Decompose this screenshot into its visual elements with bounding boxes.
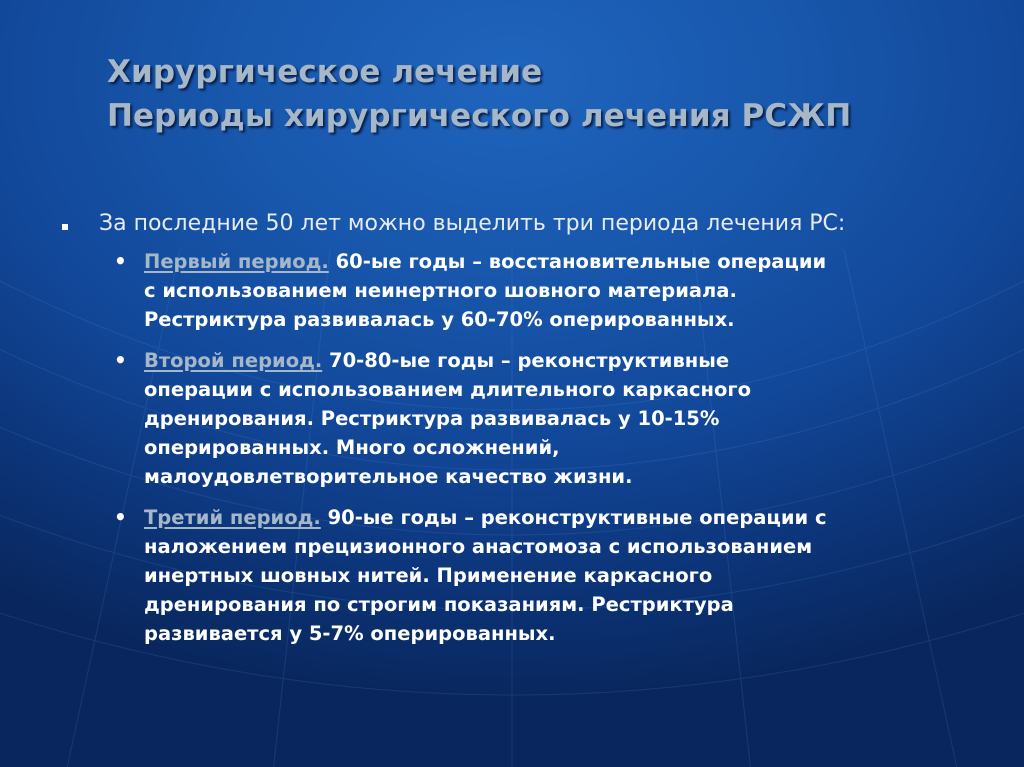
period-text: 90-ые годы – реконструктивные операции с bbox=[320, 506, 827, 529]
intro-text: За последние 50 лет можно выделить три периода лечения РС: bbox=[99, 211, 846, 236]
period-line: с использованием неинертного шовного материала. bbox=[144, 279, 737, 302]
period-line: развивается у 5-7% оперированных. bbox=[144, 622, 556, 645]
period-line: наложением прецизионного анастомоза с использованием bbox=[144, 535, 813, 558]
period-line: инертных шовных нитей. Применение каркасного bbox=[144, 564, 713, 587]
period-line bbox=[144, 346, 967, 375]
dot-bullet-icon: • bbox=[114, 505, 127, 529]
period-item-first bbox=[62, 247, 967, 334]
period-line: операции с использованием длительного каркасного bbox=[144, 378, 751, 401]
intro-bullet bbox=[62, 207, 967, 241]
period-lead: Первый период. bbox=[144, 250, 329, 273]
period-lead: Второй период. bbox=[144, 349, 323, 372]
period-item-third bbox=[62, 503, 967, 648]
slide-title-line-2: Периоды хирургического лечения РСЖП bbox=[107, 98, 852, 134]
period-line bbox=[144, 503, 967, 532]
slide-title-line-1: Хирургическое лечение bbox=[107, 54, 543, 90]
period-line bbox=[144, 247, 967, 276]
period-line: дренирования по строгим показаниям. Рестриктура bbox=[144, 593, 734, 616]
period-line: малоудовлетворительное качество жизни. bbox=[144, 465, 633, 488]
period-line: Рестриктура развивалась у 60-70% оперированных. bbox=[144, 308, 735, 331]
period-text: 70-80-ые годы – реконструктивные bbox=[322, 349, 730, 372]
dot-bullet-icon: • bbox=[114, 348, 127, 372]
slide-title bbox=[107, 50, 987, 138]
period-line: оперированных. Много осложнений, bbox=[144, 436, 560, 459]
period-lead: Третий период. bbox=[144, 506, 321, 529]
period-item-second bbox=[62, 346, 967, 491]
period-text: 60-ые годы – восстановительные операции bbox=[328, 250, 827, 273]
period-line: дренирования. Рестриктура развивалась у 10-15% bbox=[144, 407, 720, 430]
square-bullet-icon bbox=[62, 224, 68, 230]
slide-content bbox=[62, 207, 967, 660]
periods-list bbox=[62, 247, 967, 648]
dot-bullet-icon: • bbox=[114, 249, 127, 273]
